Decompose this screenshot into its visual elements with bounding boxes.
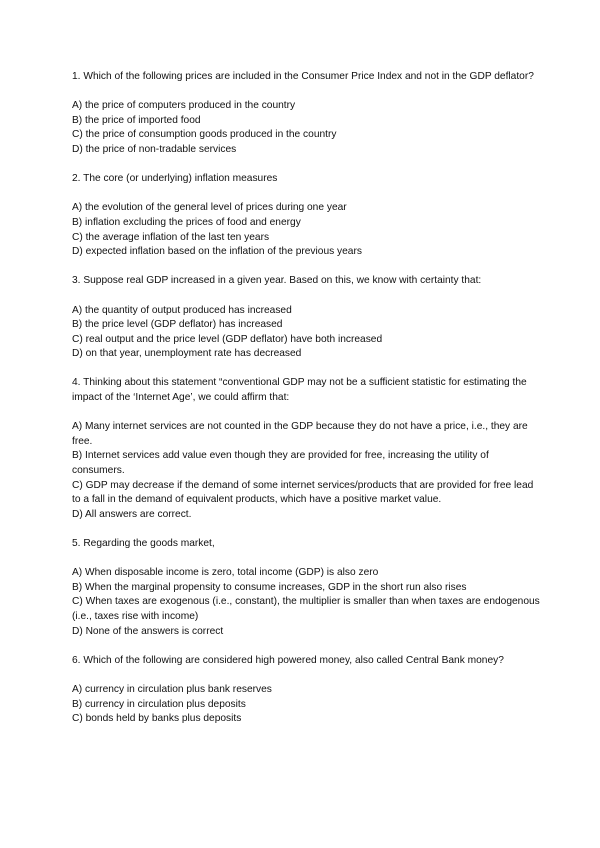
answer-option-c: C) bonds held by banks plus deposits (72, 713, 242, 725)
question-1 (72, 70, 542, 158)
question-6 (72, 654, 542, 727)
document-page (72, 70, 542, 727)
answer-option-d: D) All answers are correct. (72, 508, 192, 520)
answer-option-c: C) the average inflation of the last ten years (72, 231, 270, 243)
question-stem: 5. Regarding the goods market, (72, 538, 215, 549)
question-stem: 1. Which of the following prices are included in the Consumer Price Index and not in the GDP deflator? (72, 71, 534, 82)
answer-option-a: A) currency in circulation plus bank reserves (72, 683, 272, 695)
answer-option-b: B) the price level (GDP deflator) has increased (72, 319, 283, 331)
answer-option-d: D) expected inflation based on the inflation of the previous years (72, 246, 362, 258)
answer-option-c: C) GDP may decrease if the demand of some internet services/products that are provided for free lead to a fall in the demand of equivalent products, which have a positive market value. (72, 479, 534, 506)
question-2 (72, 172, 542, 260)
answer-option-a: A) When disposable income is zero, total income (GDP) is also zero (72, 567, 379, 579)
answer-option-a: A) the evolution of the general level of prices during one year (72, 202, 347, 214)
question-stem: 2. The core (or underlying) inflation measures (72, 173, 278, 185)
answer-option-d: D) on that year, unemployment rate has decreased (72, 348, 302, 360)
question-stem: 6. Which of the following are considered high powered money, also called Central Bank money? (72, 654, 504, 666)
answer-option-b: B) inflation excluding the prices of food and energy (72, 216, 301, 228)
answer-option-b: B) currency in circulation plus deposits (72, 698, 246, 710)
question-stem: 4. Thinking about this statement “conventional GDP may not be a sufficient statistic for estimating the impact of the ‘Internet Age’, we could affirm that: (72, 377, 527, 404)
question-stem: 3. Suppose real GDP increased in a given year. Based on this, we know with certainty that: (72, 275, 482, 287)
answer-option-a: A) the price of computers produced in the country (72, 100, 296, 112)
answer-option-b: B) When the marginal propensity to consume increases, GDP in the short run also rises (72, 581, 467, 593)
answer-option-a: A) the quantity of output produced has increased (72, 304, 292, 316)
answer-option-c: C) the price of consumption goods produced in the country (72, 129, 337, 141)
question-3 (72, 274, 542, 362)
answer-option-d: D) None of the answers is correct (72, 625, 224, 637)
answer-option-b: B) Internet services add value even though they are provided for free, increasing the utility of consumers. (72, 450, 489, 477)
answer-option-b: B) the price of imported food (72, 114, 201, 126)
answer-option-c: C) real output and the price level (GDP deflator) have both increased (72, 333, 383, 345)
answer-option-c: C) When taxes are exogenous (i.e., constant), the multiplier is smaller than when taxes are endogenous (i.e., taxes rise with income) (72, 596, 540, 622)
question-5 (72, 537, 542, 639)
question-4 (72, 376, 542, 522)
answer-option-a: A) Many internet services are not counted in the GDP because they do not have a price, i.e., they are free. (72, 421, 528, 447)
answer-option-d: D) the price of non-tradable services (72, 143, 237, 155)
